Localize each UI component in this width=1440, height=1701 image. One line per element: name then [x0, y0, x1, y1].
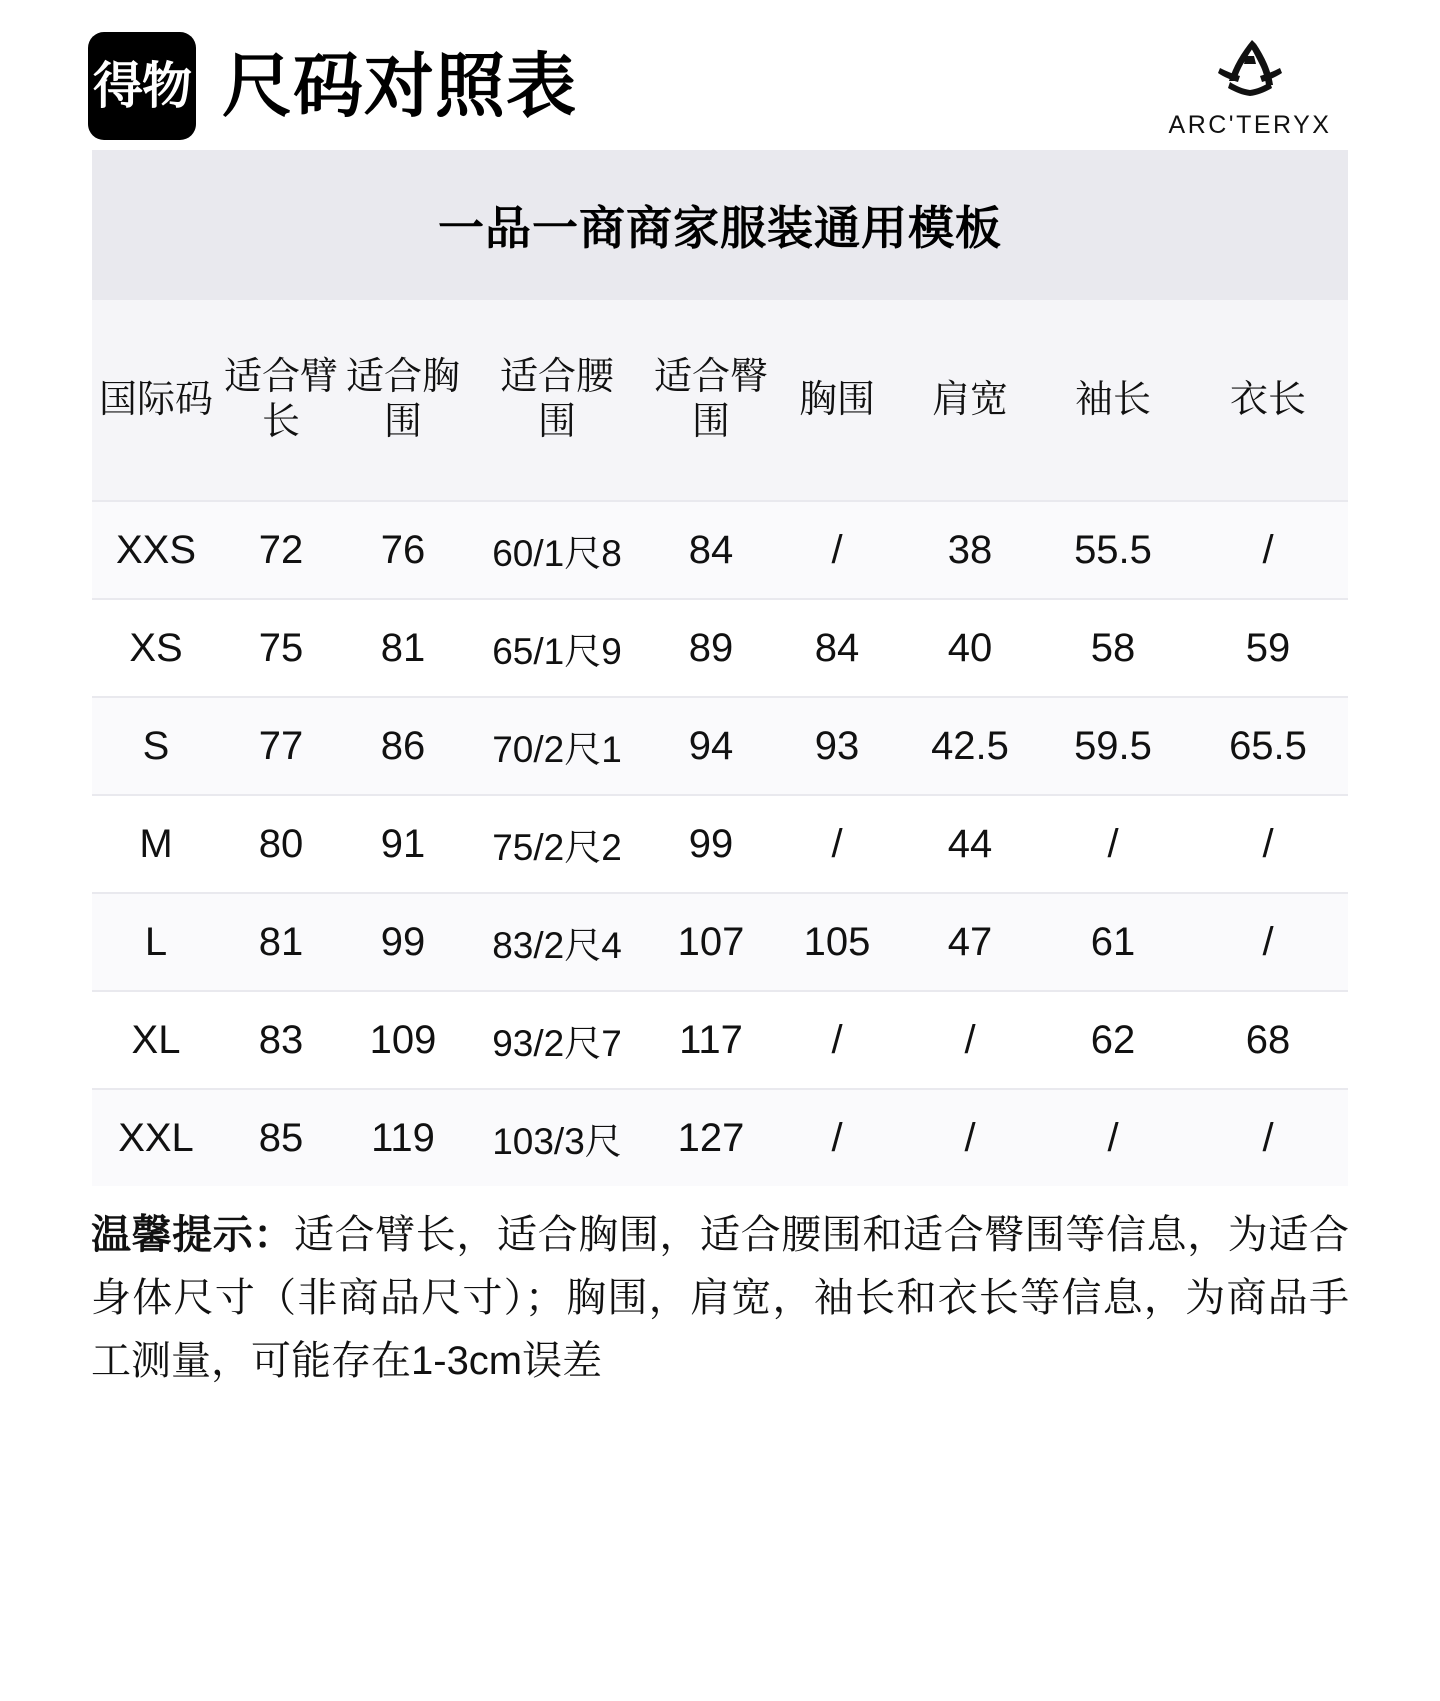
cell-fit-waist: 83/2尺4 — [464, 893, 650, 991]
cell-chest: 84 — [772, 599, 902, 697]
cell-size: M — [92, 795, 220, 893]
cell-length: 59 — [1188, 599, 1348, 697]
column-header-sleeve: 袖长 — [1038, 300, 1188, 501]
arcteryx-brand-block — [1140, 38, 1360, 140]
cell-fit-hip: 84 — [650, 501, 772, 599]
cell-chest: / — [772, 501, 902, 599]
cell-length: / — [1188, 795, 1348, 893]
cell-fit-bust: 109 — [342, 991, 464, 1089]
footnote-text: 适合臂长，适合胸围，适合腰围和适合臀围等信息，为适合身体尺寸（非商品尺寸）；胸围，肩宽，袖长和衣长等信息，为商品手工测量，可能存在1-3cm误差 — [91, 1213, 1349, 1384]
cell-shoulder: 38 — [902, 501, 1038, 599]
cell-fit-arm-length: 80 — [220, 795, 342, 893]
column-header-chest: 胸围 — [772, 300, 902, 501]
cell-fit-waist: 70/2尺1 — [464, 697, 650, 795]
cell-fit-hip: 89 — [650, 599, 772, 697]
cell-fit-arm-length: 75 — [220, 599, 342, 697]
footnote — [85, 1204, 1355, 1394]
cell-fit-arm-length: 81 — [220, 893, 342, 991]
cell-fit-waist: 103/3尺 — [464, 1089, 650, 1186]
column-header-fit-waist: 适合腰 围 — [464, 300, 650, 501]
column-header-fit-arm-length: 适合臂 长 — [220, 300, 342, 501]
cell-shoulder: 42.5 — [902, 697, 1038, 795]
cell-sleeve: / — [1038, 795, 1188, 893]
cell-sleeve: 61 — [1038, 893, 1188, 991]
table-row — [92, 501, 1348, 599]
cell-chest: / — [772, 1089, 902, 1186]
cell-shoulder: 40 — [902, 599, 1038, 697]
arcteryx-bird-icon — [1200, 38, 1300, 105]
cell-shoulder: 44 — [902, 795, 1038, 893]
cell-shoulder: 47 — [902, 893, 1038, 991]
cell-chest: 105 — [772, 893, 902, 991]
cell-fit-arm-length: 85 — [220, 1089, 342, 1186]
cell-length: / — [1188, 893, 1348, 991]
cell-fit-arm-length: 77 — [220, 697, 342, 795]
cell-fit-bust: 99 — [342, 893, 464, 991]
cell-sleeve: 59.5 — [1038, 697, 1188, 795]
cell-fit-hip: 94 — [650, 697, 772, 795]
dewu-logo-text: 得物 — [93, 58, 191, 114]
column-header-fit-hip: 适合臀 围 — [650, 300, 772, 501]
cell-size: L — [92, 893, 220, 991]
cell-sleeve: 62 — [1038, 991, 1188, 1089]
cell-length: / — [1188, 501, 1348, 599]
cell-sleeve: 55.5 — [1038, 501, 1188, 599]
cell-size: XS — [92, 599, 220, 697]
cell-size: XXS — [92, 501, 220, 599]
cell-fit-arm-length: 83 — [220, 991, 342, 1089]
size-table-container — [92, 150, 1348, 1186]
cell-fit-hip: 127 — [650, 1089, 772, 1186]
table-subtitle-bar — [92, 150, 1348, 300]
cell-chest: / — [772, 991, 902, 1089]
table-subtitle: 一品一商商家服装通用模板 — [438, 202, 1002, 254]
cell-shoulder: / — [902, 991, 1038, 1089]
column-header-international-size: 国际码 — [92, 300, 220, 501]
table-row — [92, 795, 1348, 893]
cell-fit-hip: 117 — [650, 991, 772, 1089]
cell-shoulder: / — [902, 1089, 1038, 1186]
size-table-body — [92, 501, 1348, 1186]
column-header-fit-bust: 适合胸 围 — [342, 300, 464, 501]
cell-size: XL — [92, 991, 220, 1089]
cell-fit-waist: 93/2尺7 — [464, 991, 650, 1089]
cell-chest: / — [772, 795, 902, 893]
cell-fit-waist: 60/1尺8 — [464, 501, 650, 599]
page-title: 尺码对照表 — [222, 47, 577, 125]
column-header-length: 衣长 — [1188, 300, 1348, 501]
page-header — [0, 0, 1440, 150]
cell-chest: 93 — [772, 697, 902, 795]
table-row — [92, 599, 1348, 697]
cell-size: S — [92, 697, 220, 795]
cell-fit-bust: 91 — [342, 795, 464, 893]
table-row — [92, 893, 1348, 991]
cell-size: XXL — [92, 1089, 220, 1186]
size-table — [92, 300, 1348, 1186]
table-row — [92, 697, 1348, 795]
size-table-head — [92, 300, 1348, 501]
cell-fit-bust: 76 — [342, 501, 464, 599]
table-row — [92, 991, 1348, 1089]
cell-fit-hip: 107 — [650, 893, 772, 991]
table-header-row — [92, 300, 1348, 501]
cell-length: 68 — [1188, 991, 1348, 1089]
cell-sleeve: / — [1038, 1089, 1188, 1186]
cell-fit-waist: 65/1尺9 — [464, 599, 650, 697]
cell-length: 65.5 — [1188, 697, 1348, 795]
cell-fit-arm-length: 72 — [220, 501, 342, 599]
cell-fit-bust: 81 — [342, 599, 464, 697]
cell-fit-bust: 119 — [342, 1089, 464, 1186]
dewu-logo-badge — [88, 32, 196, 140]
cell-length: / — [1188, 1089, 1348, 1186]
footnote-label: 温馨提示： — [91, 1213, 294, 1257]
cell-fit-hip: 99 — [650, 795, 772, 893]
column-header-shoulder: 肩宽 — [902, 300, 1038, 501]
arcteryx-wordmark: ARC'TERYX — [1168, 111, 1332, 139]
table-row — [92, 1089, 1348, 1186]
cell-sleeve: 58 — [1038, 599, 1188, 697]
cell-fit-bust: 86 — [342, 697, 464, 795]
cell-fit-waist: 75/2尺2 — [464, 795, 650, 893]
